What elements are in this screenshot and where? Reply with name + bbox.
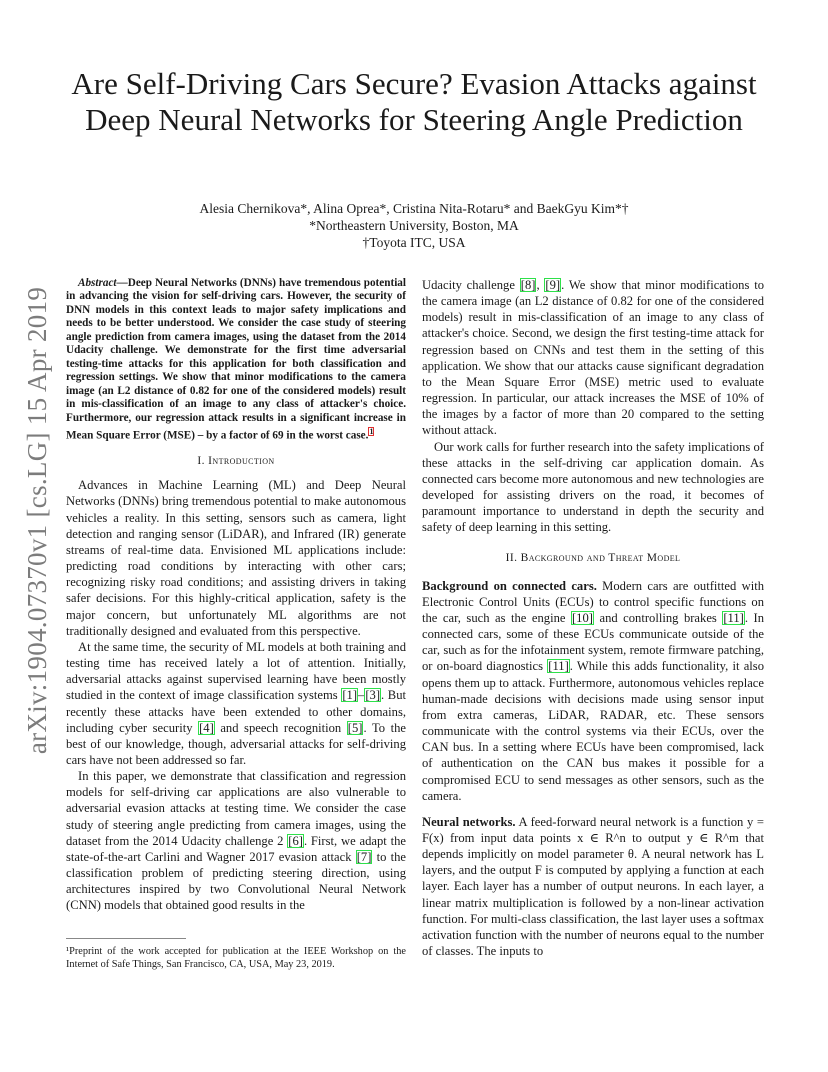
text-span: . While this adds functionality, it also opens them up to attack. Furthermore, autonomous vehicles replace human-made decisions with decisions made using sensor input from extra cameras, LiDAR, RADAR, etc. These sensors communicate with the control systems via their ECUs, over the CAN bus. In a setting where ECUs have been compromised, lack of authentication on the CAN bus makes it possible for a compromised ECU to send messages as other sensors, such as the camera.	[422, 659, 764, 803]
runin-heading: Background on connected cars.	[422, 578, 597, 593]
background-paragraph-2	[422, 814, 764, 959]
background-paragraph-1	[422, 578, 764, 804]
text-span: –	[358, 688, 365, 703]
citation-link[interactable]: [10]	[571, 610, 593, 625]
citation-link[interactable]: [7]	[356, 849, 372, 864]
affiliation-2: †Toyota ITC, USA	[362, 235, 466, 250]
intro-paragraph-2	[66, 639, 406, 768]
affiliation-1: *Northeastern University, Boston, MA	[309, 218, 519, 233]
text-span: and controlling brakes	[593, 610, 723, 625]
text-span: ,	[536, 278, 545, 292]
arxiv-stamp-text: arXiv:1904.07370v1 [cs.LG] 15 Apr 2019	[22, 286, 53, 754]
intro-paragraph-4	[422, 277, 764, 439]
citation-link[interactable]: [5]	[347, 720, 363, 735]
citation-link[interactable]: [11]	[723, 610, 744, 625]
section-heading-background: II. Background and Threat Model	[505, 551, 681, 564]
runin-heading: Neural networks.	[422, 814, 516, 829]
text-span: . But recently these attacks have been extended to other domains, including cyber security	[66, 688, 406, 735]
text-span: A feed-forward neural network is a function y = F(x) from input data points x ∈ R^n to output y ∈ R^m that depends implicitly on model parameter θ. A neural network has L layers, and the output F is computed by applying a function at each layer. Each layer has a number of output neurons. In each layer, a linear matrix multiplication is followed by a non-linear activation function. For multi-class classification, the last layer uses a softmax activation function with the number of neurons equal to the number of classes. The inputs to	[422, 814, 765, 959]
footnote: ¹Preprint of the work accepted for publication at the IEEE Workshop on the Internet of Safe Things, San Francisco, CA, USA, May 23, 2019.	[66, 946, 406, 970]
text-span: . We show that minor modifications to the camera image (an L2 distance of 0.82 for one of the considered models) result in mis-classification of an image to any class of attacker's choice. Second, we design the first testing-time attack for regression based on CNNs and test them in the setting of this application. We show that our attacks cause significant degradation to the Mean Square Error (MSE) metric used to evaluate regression. In particular, our attack increases the MSE of 10% of the images by a factor of more than 20 compared to the setting without attack.	[422, 278, 764, 438]
citation-link[interactable]: [6]	[288, 833, 303, 848]
section-heading-intro: I. Introduction	[197, 455, 275, 468]
citation-link[interactable]: [1]	[342, 688, 358, 703]
text-span: and speech recognition	[214, 720, 347, 735]
text-span: At the same time, the security of ML models at both training and testing time has received lately a lot of attention. Initially, adversarial attacks against supervised learning have been mostly studied in the context of image classification systems	[66, 639, 406, 703]
citation-link[interactable]: [4]	[199, 720, 214, 735]
intro-paragraph-5: Our work calls for further research into the safety implications of these attacks in the self-driving car application domain. As connected cars become more autonomous and new technologies are developed for assisting drivers on the road, it becomes of paramount importance to understand in depth the security and safety of deep learning in this setting.	[422, 439, 764, 535]
abstract	[66, 277, 406, 443]
text-span: Udacity challenge	[422, 278, 520, 292]
citation-link[interactable]: [3]	[365, 688, 381, 703]
text-span: Modern cars are outfitted with Electronic Control Units (ECUs) to control specific functions on the car, such as the engine	[422, 578, 764, 625]
arxiv-stamp	[18, 280, 58, 760]
author-block	[60, 200, 768, 251]
author-names: Alesia Chernikova*, Alina Oprea*, Cristina Nita-Rotaru* and BaekGyu Kim*†	[199, 201, 629, 216]
text-span: . In connected cars, some of these ECUs communicate outside of the car, such as for the infotainment system, remote firmware patching, or on-board diagnostics	[422, 610, 764, 674]
citation-link[interactable]: [11]	[548, 659, 569, 674]
text-span: In this paper, we demonstrate that classification and regression models for self-driving car applications are also vulnerable to adversarial evasion attacks at testing time. We consider the case study of steering angle predicting from camera images, using the dataset from the 2014 Udacity challenge 2	[66, 769, 406, 848]
text-span: . To the best of our knowledge, though, adversarial attacks for self-driving cars have not been addressed so far.	[66, 720, 406, 767]
intro-paragraph-1: Advances in Machine Learning (ML) and Deep Neural Networks (DNNs) bring tremendous potential to make autonomous vehicles a reality. In this setting, sensors such as camera, light detection and ranging sensor (LiDAR), and Infrared (IR) generate streams of real-time data. Envisioned ML applications include: predicting road conditions by interacting with other cars; recognizing risky road conditions; and assisting drivers in taking safer decisions. For this highly-critical application, safety is the major concern, but unfortunately ML algorithms are not traditionally designed and evaluated from this perspective.	[66, 478, 406, 638]
text-span: . First, we adapt the state-of-the-art Carlini and Wagner 2017 evasion attack	[66, 833, 406, 864]
paper-title: Are Self-Driving Cars Secure? Evasion Attacks against Deep Neural Networks for Steering Angle Prediction	[71, 66, 757, 137]
text-span: to the classification problem of predicting steering direction, using architectures inspired by two Convolutional Neural Network (CNN) models that obtained good results in the	[66, 849, 407, 913]
left-column	[66, 277, 406, 914]
abstract-label: Abstract	[78, 277, 117, 289]
citation-link[interactable]: [8]	[520, 278, 536, 292]
abstract-text: —Deep Neural Networks (DNNs) have tremendous potential in advancing the vision for self-driving cars. However, the security of DNN models in this context leads to major safety implications and needs to be better understood. We consider the case study of steering angle prediction from camera images, using the dataset from the 2014 Udacity challenge. We demonstrate for the first time adversarial testing-time attacks for this application for both classification and regression settings. We show that minor modifications to the camera image (an L2 distance of 0.82 for one of the considered models) result in mis-classification of an image to any class of attacker's choice. Furthermore, our regression attack results in a significant increase in Mean Square Error (MSE) – by a factor of 69 in the worst case.	[66, 277, 406, 442]
citation-link[interactable]: [9]	[545, 278, 561, 292]
footnote-ref[interactable]: 1	[369, 426, 374, 436]
footnote-divider	[66, 938, 186, 939]
intro-paragraph-3	[66, 768, 406, 913]
right-column	[422, 277, 764, 959]
